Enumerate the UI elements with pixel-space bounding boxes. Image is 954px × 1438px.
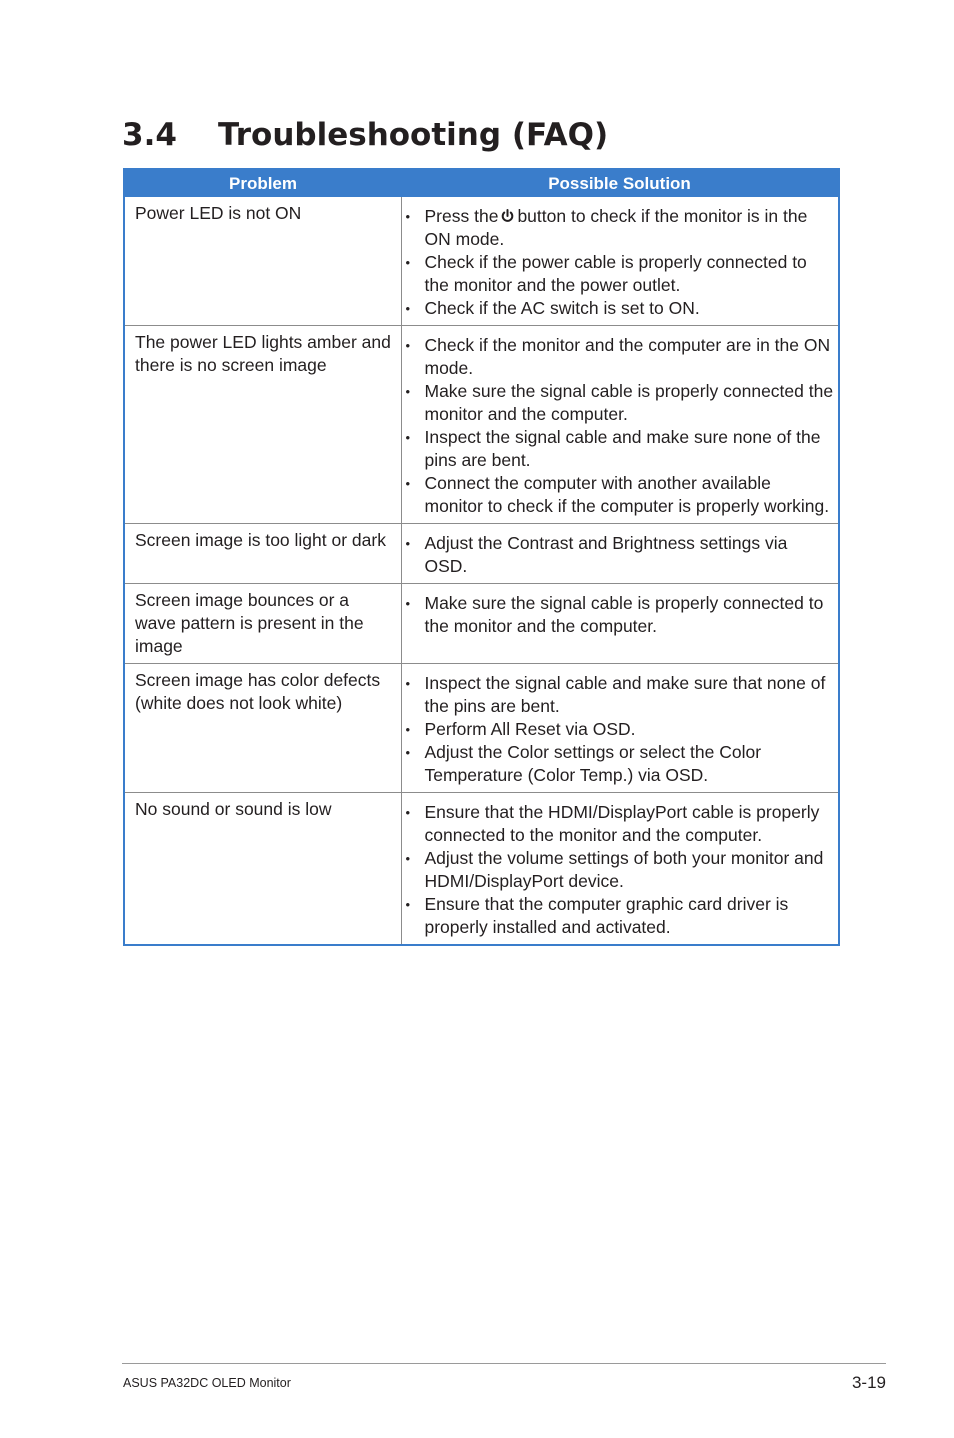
solution-item: • Adjust the Contrast and Brightness settings via OSD. xyxy=(405,533,788,576)
table-header-row xyxy=(124,169,839,197)
bullet-icon: • xyxy=(405,722,411,737)
solution-item: • Inspect the signal cable and make sure none of the pins are bent. xyxy=(405,427,821,470)
solution-item: • Perform All Reset via OSD. xyxy=(405,719,636,739)
solution-cell xyxy=(401,197,839,326)
table-row xyxy=(124,326,839,524)
solution-cell xyxy=(401,793,839,946)
bullet-icon: • xyxy=(405,897,411,912)
solution-item: • Make sure the signal cable is properly connected to the monitor and the computer. xyxy=(405,593,824,636)
solution-item: • Inspect the signal cable and make sure that none of the pins are bent. xyxy=(405,673,826,716)
bullet-icon: • xyxy=(405,676,411,691)
solution-item: • Adjust the volume settings of both your monitor and HDMI/DisplayPort device. xyxy=(405,848,824,891)
solution-cell xyxy=(401,524,839,584)
bullet-icon: • xyxy=(405,851,411,866)
solution-cell xyxy=(401,326,839,524)
section-title: Troubleshooting (FAQ) xyxy=(218,117,609,153)
solution-item: • Make sure the signal cable is properly connected the monitor and the computer. xyxy=(405,381,834,424)
solution-item: • Connect the computer with another available monitor to check if the computer is properly working. xyxy=(405,473,830,516)
column-header-problem: Problem xyxy=(124,169,401,197)
problem-cell: Screen image is too light or dark xyxy=(124,524,401,584)
bullet-icon: • xyxy=(405,745,411,760)
table-row xyxy=(124,664,839,793)
bullet-icon: • xyxy=(405,209,411,224)
bullet-icon: • xyxy=(405,255,411,270)
table-row xyxy=(124,793,839,946)
problem-cell: The power LED lights amber and there is no screen image xyxy=(124,326,401,524)
page-title xyxy=(122,112,608,158)
faq-table xyxy=(123,168,840,946)
bullet-icon: • xyxy=(405,805,411,820)
bullet-icon: • xyxy=(405,301,411,316)
column-header-solution: Possible Solution xyxy=(401,169,839,197)
bullet-icon: • xyxy=(405,430,411,445)
solution-item: • Ensure that the computer graphic card driver is properly installed and activated. xyxy=(405,894,789,937)
bullet-icon: • xyxy=(405,384,411,399)
bullet-icon: • xyxy=(405,338,411,353)
solution-item: • Check if the AC switch is set to ON. xyxy=(405,298,700,318)
solution-cell xyxy=(401,584,839,664)
footer-product-name: ASUS PA32DC OLED Monitor xyxy=(123,1376,291,1390)
problem-cell: Screen image has color defects (white does not look white) xyxy=(124,664,401,793)
footer-divider xyxy=(122,1363,886,1364)
solution-item: • Adjust the Color settings or select the Color Temperature (Color Temp.) via OSD. xyxy=(405,742,762,785)
solution-item: • Press the button to check if the monitor is in the ON mode. xyxy=(405,206,808,249)
table-row xyxy=(124,524,839,584)
solution-item: • Ensure that the HDMI/DisplayPort cable is properly connected to the monitor and the computer. xyxy=(405,802,820,845)
table-row xyxy=(124,197,839,326)
section-number: 3.4 xyxy=(122,117,177,153)
solution-cell xyxy=(401,664,839,793)
problem-cell: Power LED is not ON xyxy=(124,197,401,326)
problem-cell: Screen image bounces or a wave pattern is present in the image xyxy=(124,584,401,664)
bullet-icon: • xyxy=(405,596,411,611)
solution-item: • Check if the power cable is properly connected to the monitor and the power outlet. xyxy=(405,252,807,295)
problem-cell: No sound or sound is low xyxy=(124,793,401,946)
solution-item: • Check if the monitor and the computer are in the ON mode. xyxy=(405,335,831,378)
table-row xyxy=(124,584,839,664)
power-icon xyxy=(501,209,514,223)
bullet-icon: • xyxy=(405,536,411,551)
footer-page-number: 3-19 xyxy=(851,1373,886,1392)
bullet-icon: • xyxy=(405,476,411,491)
